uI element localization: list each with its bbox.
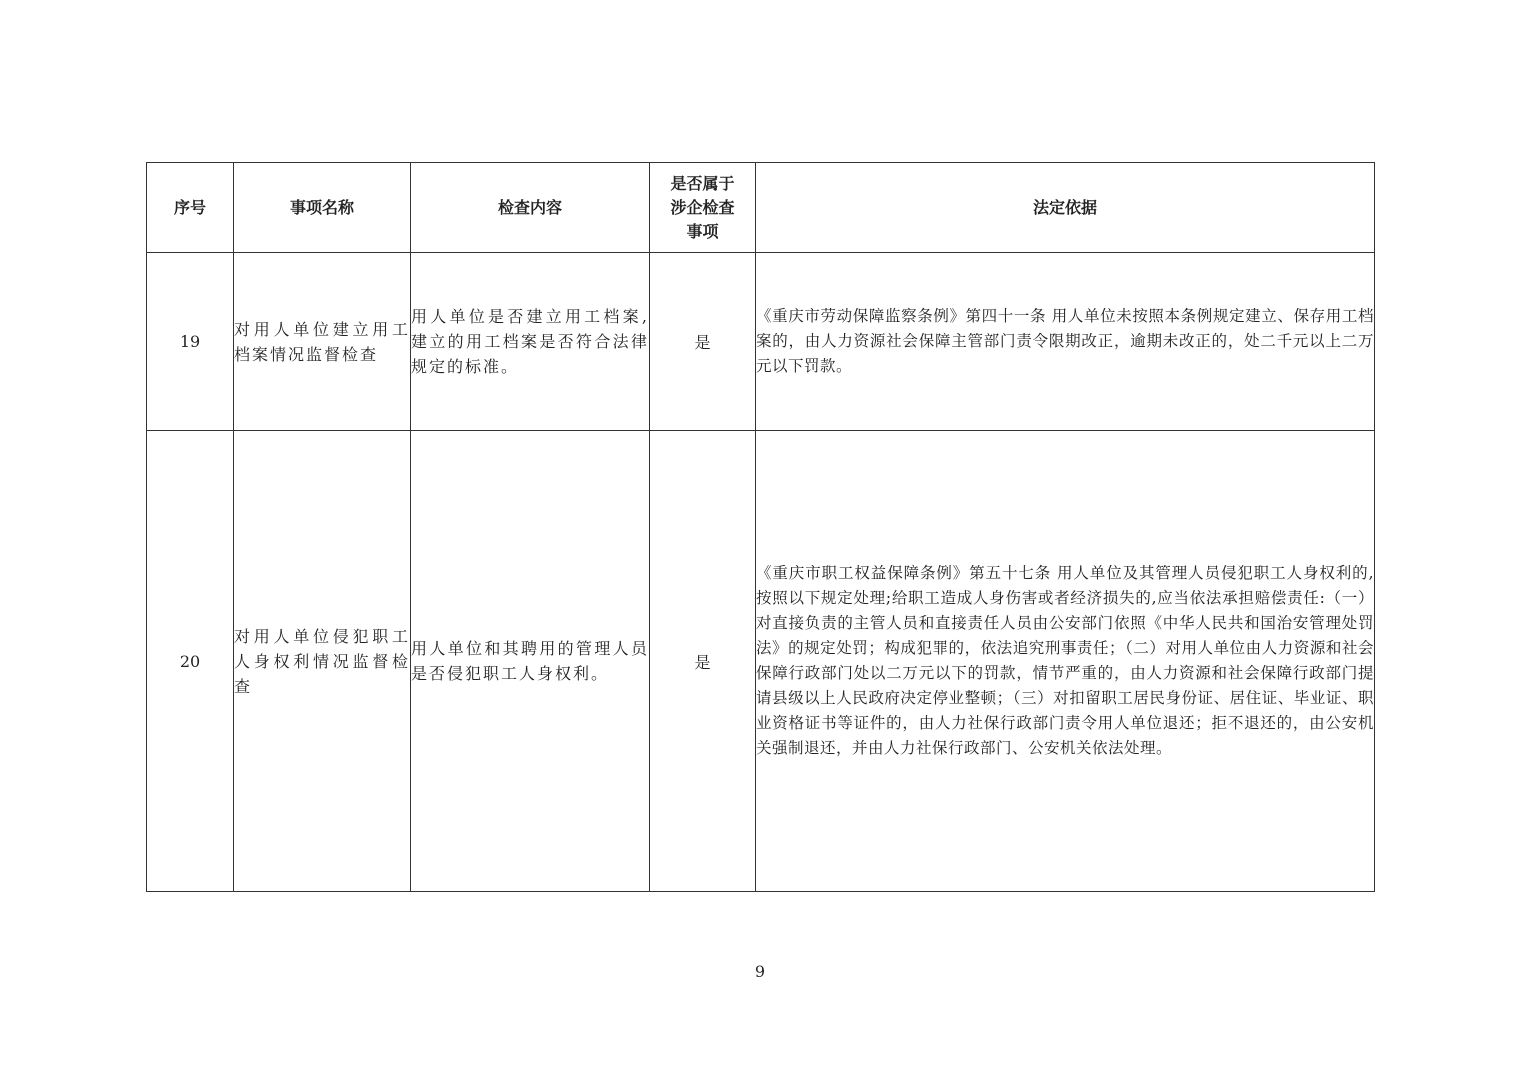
inspection-items-table bbox=[146, 162, 1375, 892]
header-enterprise bbox=[650, 163, 756, 253]
header-name: 事项名称 bbox=[234, 163, 411, 253]
row-num: 20 bbox=[147, 431, 234, 892]
header-enterprise-line3: 事项 bbox=[686, 221, 719, 241]
table-row bbox=[147, 431, 1375, 892]
table-header-row bbox=[147, 163, 1375, 253]
header-enterprise-line2: 涉企检查 bbox=[670, 197, 735, 217]
page-number: 9 bbox=[754, 962, 766, 981]
row-content: 用人单位和其聘用的管理人员是否侵犯职工人身权利。 bbox=[411, 431, 650, 892]
row-content: 用人单位是否建立用工档案,建立的用工档案是否符合法律规定的标准。 bbox=[411, 253, 650, 431]
header-num: 序号 bbox=[147, 163, 234, 253]
row-enterprise: 是 bbox=[650, 431, 756, 892]
table-row bbox=[147, 253, 1375, 431]
header-basis: 法定依据 bbox=[756, 163, 1375, 253]
header-enterprise-line1: 是否属于 bbox=[670, 173, 735, 193]
row-name: 对用人单位侵犯职工人身权利情况监督检查 bbox=[234, 431, 411, 892]
header-content: 检查内容 bbox=[411, 163, 650, 253]
row-enterprise: 是 bbox=[650, 253, 756, 431]
row-basis: 《重庆市职工权益保障条例》第五十七条 用人单位及其管理人员侵犯职工人身权利的,按照以下规定处理;给职工造成人身伤害或者经济损失的,应当依法承担赔偿责任:（一）对直接负责的主管人员和直接责任人员由公安部门依照《中华人民共和国治安管理处罚法》的规定处罚；构成犯罪的，依法追究刑事责任；（二）对用人单位由人力资源和社会保障行政部门处以二万元以下的罚款，情节严重的，由人力资源和社会保障行政部门提请县级以上人民政府决定停业整顿；（三）对扣留职工居民身份证、居住证、毕业证、职业资格证书等证件的，由人力社保行政部门责令用人单位退还；拒不退还的，由公安机关强制退还，并由人力社保行政部门、公安机关依法处理。 bbox=[756, 431, 1375, 892]
row-num: 19 bbox=[147, 253, 234, 431]
row-basis: 《重庆市劳动保障监察条例》第四十一条 用人单位未按照本条例规定建立、保存用工档案的，由人力资源社会保障主管部门责令限期改正，逾期未改正的，处二千元以上二万元以下罚款。 bbox=[756, 253, 1375, 431]
row-name: 对用人单位建立用工档案情况监督检查 bbox=[234, 253, 411, 431]
